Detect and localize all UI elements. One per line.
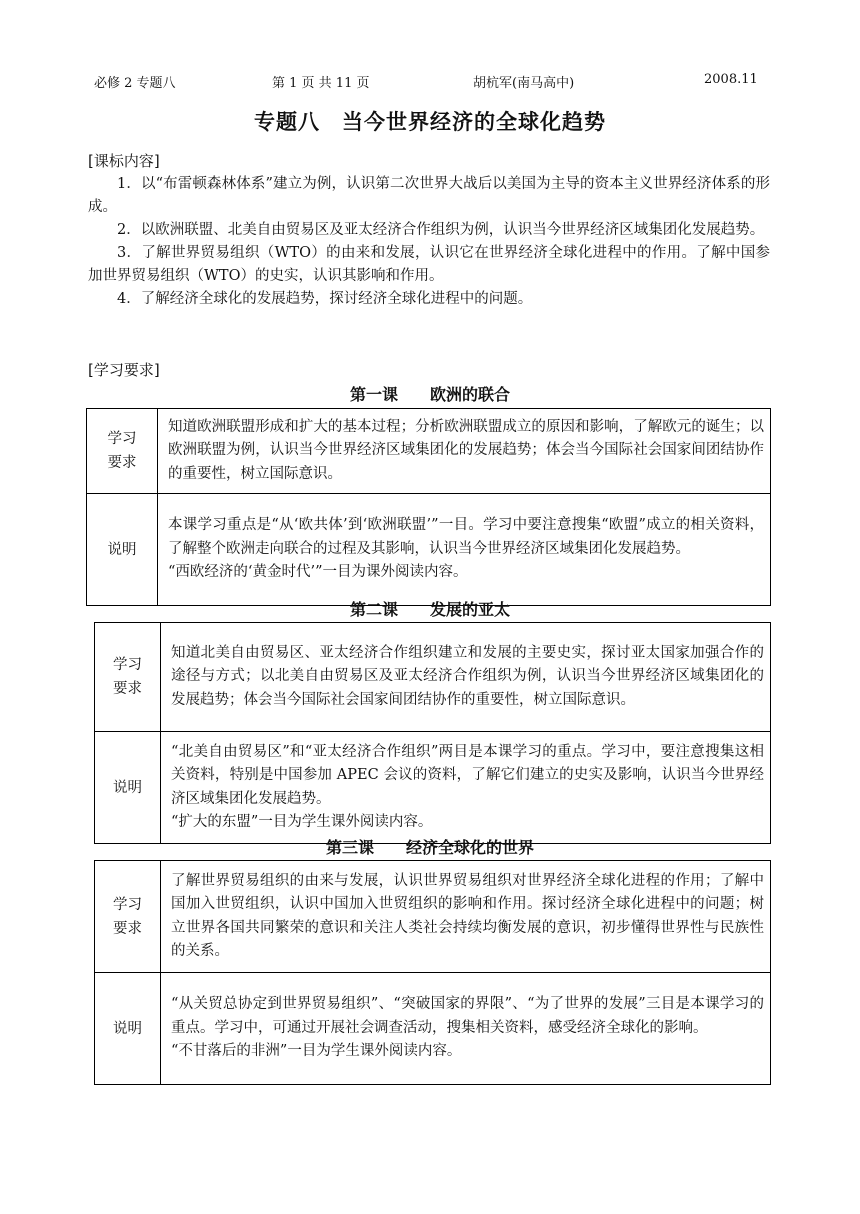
requirement-header-line: 要求 — [113, 681, 142, 697]
note-paragraph: “从关贸总协定到世界贸易组织”、“突破国家的界限”、“为了世界的发展”三目是本课学习的重点。学习中，可通过开展社会调查活动，搜集相关资料，感受经济全球化的影响。 — [171, 996, 764, 1036]
table-row — [95, 623, 771, 732]
requirement-header-cell — [87, 409, 158, 494]
note-cell — [161, 973, 771, 1085]
lesson-table — [94, 860, 771, 1085]
note-header-cell: 说明 — [87, 494, 158, 606]
header-page-number: 第 1 页 共 11 页 — [272, 76, 370, 91]
requirement-text: 知道北美自由贸易区、亚太经济合作组织建立和发展的主要史实，探讨亚太国家加强合作的途径与方式；以北美自由贸易区及亚太经济合作组织为例，认识当今世界经济区域集团化的发展趋势；体会当今国际社会国家间团结协作的重要性，树立国际意识。 — [161, 623, 771, 732]
table-row — [87, 409, 771, 494]
note-paragraph: 本课学习重点是“从‘欧共体’到‘欧洲联盟’”一目。学习中要注意搜集“欧盟”成立的相关资料，了解整个欧洲走向联合的过程及其影响，认识当今世界经济区域集团化发展趋势。 — [168, 517, 764, 557]
header-date: 2008.11 — [704, 72, 758, 87]
requirement-header-line: 要求 — [107, 455, 137, 471]
lesson-table — [86, 408, 771, 606]
lesson-title: 第一课 欧洲的联合 — [349, 385, 510, 404]
note-cell — [158, 494, 771, 606]
note-header-cell: 说明 — [95, 973, 161, 1085]
requirement-header-line: 学习 — [113, 657, 142, 673]
note-paragraph: “不甘落后的非洲”一目为学生课外阅读内容。 — [171, 1043, 462, 1060]
note-cell — [161, 732, 771, 844]
table-row — [95, 861, 771, 973]
standards-item: 3．了解世界贸易组织（WTO）的由来和发展，认识它在世界经济全球化进程中的作用。了解中国参加世界贸易组织（WTO）的史实，认识其影响和作用。 — [88, 245, 770, 284]
table-row — [87, 494, 771, 606]
standards-item: 1．以“布雷顿森林体系”建立为例，认识第二次世界大战后以美国为主导的资本主义世界经济体系的形成。 — [88, 176, 770, 215]
requirements-label: [学习要求] — [88, 361, 160, 379]
lesson-title: 第二课 发展的亚太 — [349, 600, 510, 619]
note-paragraph: “北美自由贸易区”和“亚太经济合作组织”两目是本课学习的重点。学习中，要注意搜集这相关资料，特别是中国参加 APEC 会议的资料，了解它们建立的史实及影响，认识当今世界经济区域集团化发展趋势。 — [171, 743, 764, 807]
requirement-header-line: 学习 — [107, 431, 137, 447]
note-header-cell: 说明 — [95, 732, 161, 844]
header-author: 胡杭军(南马高中) — [473, 76, 575, 91]
note-paragraph: “西欧经济的‘黄金时代’”一目为课外阅读内容。 — [168, 564, 468, 581]
requirement-text: 知道欧洲联盟形成和扩大的基本过程；分析欧洲联盟成立的原因和影响，了解欧元的诞生；以欧洲联盟为例，认识当今世界经济区域集团化的发展趋势；体会当今国际社会国家间团结协作的重要性，树立国际意识。 — [158, 409, 771, 494]
page-title: 专题八 当今世界经济的全球化趋势 — [254, 110, 606, 134]
table-row — [95, 973, 771, 1085]
lesson-table — [94, 622, 771, 844]
requirement-text: 了解世界贸易组织的由来与发展，认识世界贸易组织对世界经济全球化进程的作用；了解中国加入世贸组织，认识中国加入世贸组织的影响和作用。探讨经济全球化进程中的问题；树立世界各国共同繁荣的意识和关注人类社会持续均衡发展的意识，初步懂得世界性与民族性的关系。 — [161, 861, 771, 973]
header-subject: 必修 2 专题八 — [94, 76, 176, 91]
lesson-title: 第三课 经济全球化的世界 — [325, 838, 534, 857]
requirement-header-cell — [95, 861, 161, 973]
standards-item: 2．以欧洲联盟、北美自由贸易区及亚太经济合作组织为例，认识当今世界经济区域集团化发展趋势。 — [117, 222, 765, 238]
standards-label: [课标内容] — [88, 152, 160, 170]
table-row — [95, 732, 771, 844]
requirement-header-line: 学习 — [113, 896, 142, 913]
note-paragraph: “扩大的东盟”一目为学生课外阅读内容。 — [171, 814, 433, 830]
requirement-header-cell — [95, 623, 161, 732]
standards-item: 4．了解经济全球化的发展趋势，探讨经济全球化进程中的问题。 — [117, 291, 533, 307]
standards-list — [88, 173, 770, 311]
requirement-header-line: 要求 — [113, 920, 142, 937]
